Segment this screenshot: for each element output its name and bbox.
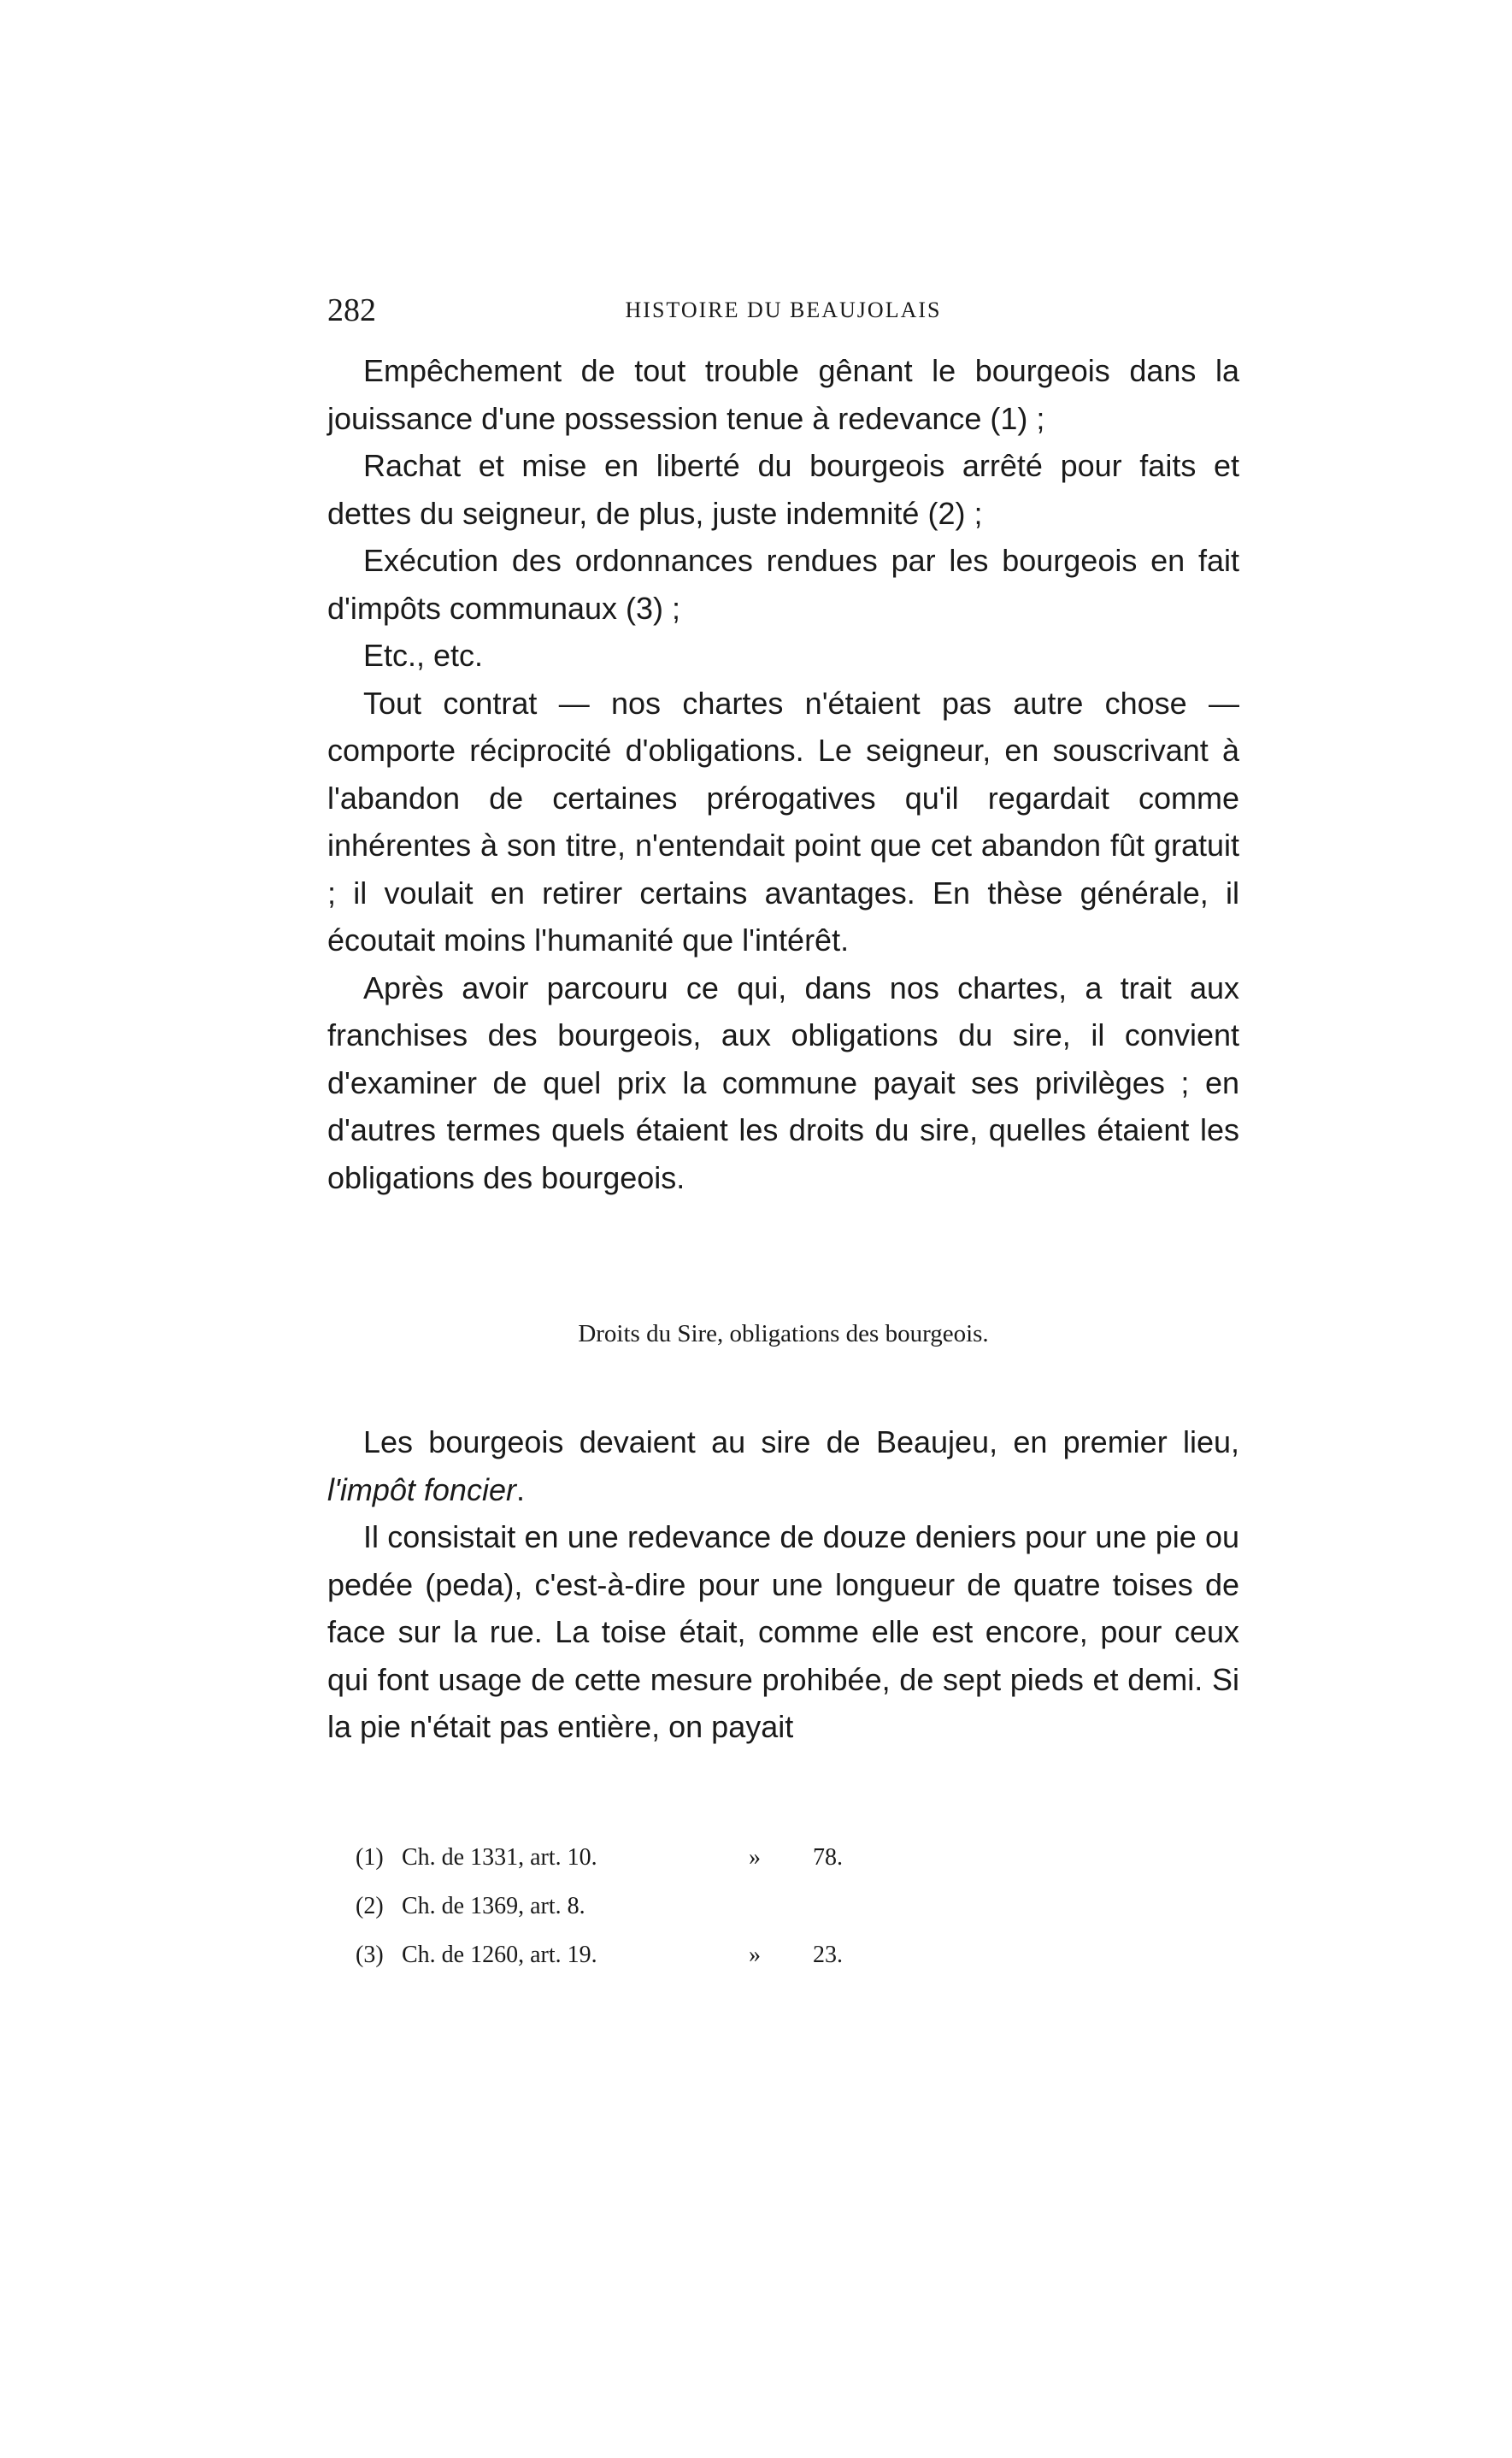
footnotes bbox=[356, 1833, 885, 1979]
footnote-page: 78. bbox=[813, 1844, 843, 1871]
paragraph: Rachat et mise en liberté du bourgeois arrêté pour faits et dettes du seigneur, de plus, juste indemnité (2) ; bbox=[327, 448, 1239, 531]
page-number: 282 bbox=[327, 292, 376, 328]
footnote-page: 23. bbox=[813, 1942, 843, 1968]
body-text-before-heading bbox=[327, 347, 1239, 1201]
paragraph: Etc., etc. bbox=[363, 638, 484, 673]
footnote-ditto-mark: » bbox=[749, 1942, 761, 1968]
page-header bbox=[327, 289, 1239, 332]
paragraph: Empêchement de tout trouble gênant le bourgeois dans la jouissance d'une possession tenue à redevance (1) ; bbox=[327, 353, 1239, 436]
footnote-marker: (1) bbox=[356, 1844, 384, 1871]
footnote-source: Ch. de 1260, art. 19. bbox=[402, 1942, 597, 1968]
paragraph: Il consistait en une redevance de douze deniers pour une pie ou pedée (peda), c'est-à-dire pour une longueur de quatre toises de face sur la rue. La toise était, comme elle est encore, pour ceux qui font usage de cette mesure prohibée, de sept pieds et demi. Si la pie n'était pas entière, on payait bbox=[327, 1519, 1239, 1744]
footnote bbox=[356, 1882, 885, 1930]
paragraph: Après avoir parcouru ce qui, dans nos chartes, a trait aux franchises des bourgeois, aux obligations du sire, il convient d'examiner de quel prix la commune payait ses privilèges ; en d'autres termes quels étaient les droits du sire, quelles étaient les obligations des bourgeois. bbox=[327, 970, 1239, 1195]
italic-term: l'impôt foncier bbox=[327, 1471, 516, 1507]
body-text-after-heading bbox=[327, 1418, 1239, 1751]
footnote-source: Ch. de 1331, art. 10. bbox=[402, 1844, 597, 1871]
footnote-marker: (2) bbox=[356, 1893, 384, 1919]
footnote bbox=[356, 1930, 885, 1979]
paragraph-text: Les bourgeois devaient au sire de Beaujeu, en premier lieu, bbox=[363, 1424, 1239, 1459]
footnote-source: Ch. de 1369, art. 8. bbox=[402, 1893, 585, 1919]
running-title: HISTOIRE DU BEAUJOLAIS bbox=[625, 298, 942, 322]
footnote bbox=[356, 1833, 885, 1882]
paragraph: Tout contrat — nos chartes n'étaient pas autre chose — comporte réciprocité d'obligations. Le seigneur, en souscrivant à l'abandon de certaines prérogatives qu'il regardait comme inhérentes à son titre, n'entendait point que cet abandon fût gratuit ; il voulait en retirer certains avantages. En thèse générale, il écoutait moins l'humanité que l'intérêt. bbox=[327, 685, 1239, 958]
paragraph-text: . bbox=[515, 1471, 525, 1507]
footnote-ditto-mark: » bbox=[749, 1844, 761, 1871]
paragraph: Exécution des ordonnances rendues par les bourgeois en fait d'impôts communaux (3) ; bbox=[327, 543, 1239, 626]
footnote-marker: (3) bbox=[356, 1942, 384, 1968]
paragraph-impot-foncier bbox=[327, 1418, 1239, 1513]
section-heading: Droits du Sire, obligations des bourgeois. bbox=[578, 1320, 989, 1347]
